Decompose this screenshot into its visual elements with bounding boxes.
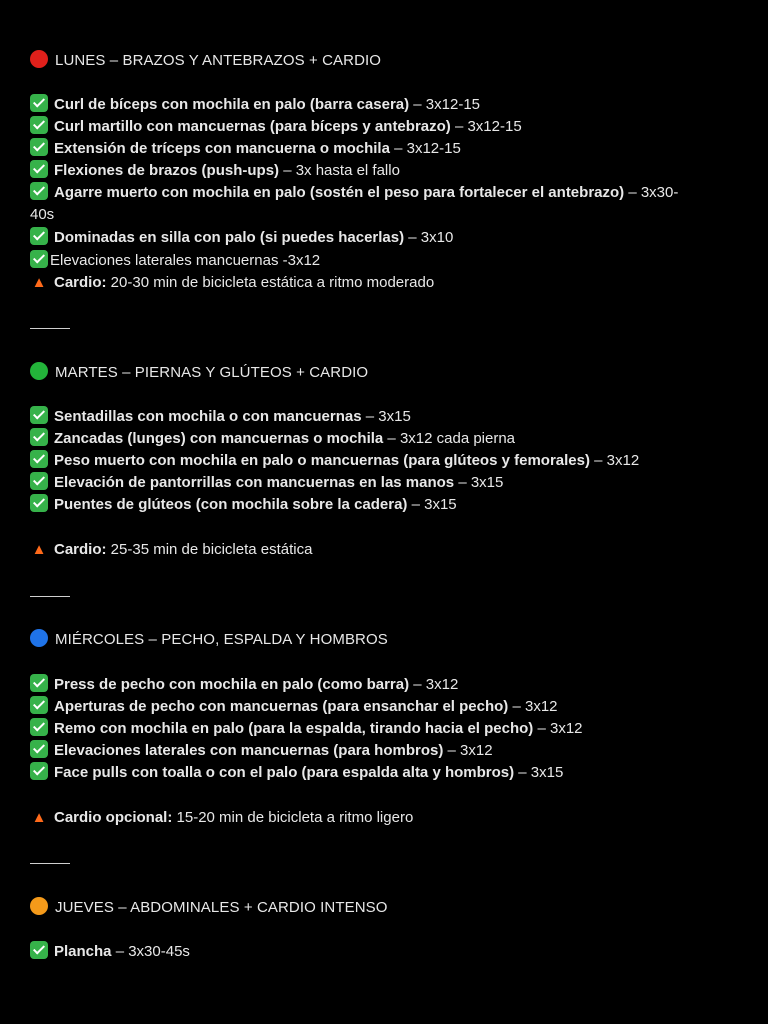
check-mark-icon [30, 696, 48, 714]
cardio-line: ▲ Cardio: 20-30 min de bicicleta estática a ritmo moderado [30, 272, 748, 294]
divider [30, 596, 70, 597]
exercise-item: Agarre muerto con mochila en palo (sostén el peso para fortalecer el antebrazo) – 3x30-40s [30, 184, 679, 223]
check-mark-icon [30, 116, 48, 134]
divider [30, 863, 70, 864]
fire-icon: ▲ [31, 809, 47, 826]
fire-icon: ▲ [31, 541, 47, 558]
exercise-item: Elevaciones laterales con mancuernas (para hombros) – 3x12 [30, 740, 748, 762]
day-heading-lunes: LUNES – BRAZOS Y ANTEBRAZOS + CARDIO [30, 50, 748, 72]
exercise-item: Extensión de tríceps con mancuerna o mochila – 3x12-15 [30, 138, 748, 160]
check-mark-icon [30, 250, 48, 268]
check-mark-icon [30, 428, 48, 446]
day-heading-jueves: JUEVES – ABDOMINALES + CARDIO INTENSO [30, 897, 748, 919]
check-mark-icon [30, 94, 48, 112]
green-circle-icon [30, 362, 48, 380]
check-mark-icon [30, 450, 48, 468]
check-mark-icon [30, 160, 48, 178]
day-heading-martes: MARTES – PIERNAS Y GLÚTEOS + CARDIO [30, 362, 748, 384]
check-mark-icon [30, 941, 48, 959]
exercise-item: Elevación de pantorrillas con mancuernas en las manos – 3x15 [30, 472, 748, 494]
red-circle-icon [30, 50, 48, 68]
exercise-item: Flexiones de brazos (push-ups) – 3x hasta el fallo [30, 160, 748, 182]
check-mark-icon [30, 138, 48, 156]
check-mark-icon [30, 762, 48, 780]
check-mark-icon [30, 494, 48, 512]
exercise-item: Plancha – 3x30-45s [30, 941, 748, 963]
exercise-item: Press de pecho con mochila en palo (como barra) – 3x12 [30, 674, 748, 696]
exercise-item: Curl martillo con mancuernas (para bíceps y antebrazo) – 3x12-15 [30, 116, 748, 138]
exercise-item: Zancadas (lunges) con mancuernas o mochila – 3x12 cada pierna [30, 428, 748, 450]
exercise-item: Aperturas de pecho con mancuernas (para ensanchar el pecho) – 3x12 [30, 696, 748, 718]
exercise-item: Face pulls con toalla o con el palo (para espalda alta y hombros) – 3x15 [30, 762, 748, 784]
check-mark-icon [30, 227, 48, 245]
check-mark-icon [30, 406, 48, 424]
check-mark-icon [30, 182, 48, 200]
orange-circle-icon [30, 897, 48, 915]
day-heading-miercoles: MIÉRCOLES – PECHO, ESPALDA Y HOMBROS [30, 629, 748, 651]
divider [30, 328, 70, 329]
exercise-item: Peso muerto con mochila en palo o mancuernas (para glúteos y femorales) – 3x12 [30, 450, 748, 472]
exercise-item: Sentadillas con mochila o con mancuernas – 3x15 [30, 406, 748, 428]
fire-icon: ▲ [31, 274, 47, 291]
exercise-item: Curl de bíceps con mochila en palo (barra casera) – 3x12-15 [30, 94, 748, 116]
cardio-line: ▲ Cardio opcional: 15-20 min de bicicleta a ritmo ligero [30, 807, 748, 829]
cardio-line: ▲ Cardio: 25-35 min de bicicleta estática [30, 539, 748, 561]
exercise-item: Dominadas en silla con palo (si puedes hacerlas) – 3x10 [30, 227, 748, 249]
exercise-item: Elevaciones laterales mancuernas -3x12 [30, 250, 748, 272]
check-mark-icon [30, 718, 48, 736]
check-mark-icon [30, 472, 48, 490]
exercise-item: Puentes de glúteos (con mochila sobre la cadera) – 3x15 [30, 494, 748, 516]
exercise-item: Remo con mochila en palo (para la espalda, tirando hacia el pecho) – 3x12 [30, 718, 748, 740]
check-mark-icon [30, 674, 48, 692]
blue-circle-icon [30, 629, 48, 647]
check-mark-icon [30, 740, 48, 758]
